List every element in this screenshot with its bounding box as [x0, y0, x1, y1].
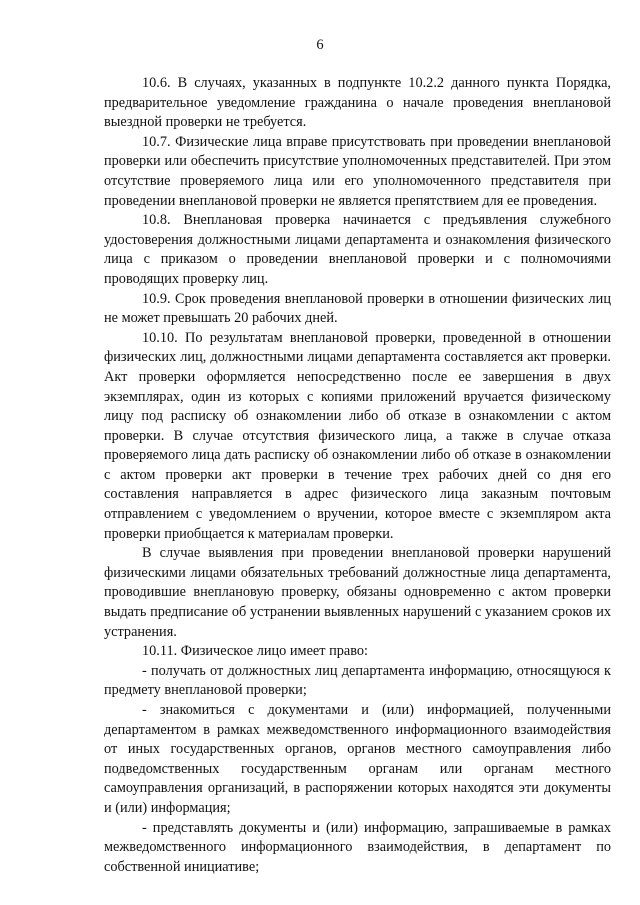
list-item-submit-documents: - представлять документы и (или) информацию, запрашиваемые в рамках межведомственного информационного взаимодействия, в департамент по собственной инициативе;	[104, 819, 611, 875]
paragraph-10-8: 10.8. Внеплановая проверка начинается с предъявления служебного удостоверения должностными лицами департамента и ознакомления физического лица с приказом о проведении внеплановой проверки и с полномочиями проводящих проверку лиц.	[104, 212, 611, 287]
paragraph-violations: В случае выявления при проведении внеплановой проверки нарушений физическими лицами обязательных требований должностные лица департамента, проводившие внеплановую проверку, обязаны одновременно с актом проверки выдать предписание об устранении выявленных нарушений с указанием сроков их устранения.	[104, 545, 611, 640]
document-body	[104, 74, 611, 877]
paragraph-10-9: 10.9. Срок проведения внеплановой проверки в отношении физических лиц не может превышать 20 рабочих дней.	[104, 290, 611, 327]
paragraph-10-11: 10.11. Физическое лицо имеет право:	[142, 643, 369, 660]
paragraph-10-10: 10.10. По результатам внеплановой проверки, проведенной в отношении физических лиц, должностными лицами департамента составляется акт проверки. Акт проверки оформляется непосредственно после ее завершения в двух экземплярах, один из которых с копиями приложений вручается физическому лицу под расписку об ознакомлении либо об отказе в ознакомлении с актом проверки. В случае отсутствия физического лица, а также в случае отказа проверяемого лица дать расписку об ознакомлении либо об отказе в ознакомлении с актом проверки акт проверки в течение трех рабочих дней со дня его составления направляется в адрес физического лица заказным почтовым отправлением с уведомлением о вручении, которое вместе с экземпляром акта проверки приобщается к материалам проверки.	[104, 329, 611, 542]
paragraph-10-7: 10.7. Физические лица вправе присутствовать при проведении внеплановой проверки или обеспечить присутствие уполномоченных представителей. При этом отсутствие проверяемого лица или его уполномоченного представителя при проведении внеплановой проверки не является препятствием для ее проведения.	[104, 133, 611, 209]
paragraph-10-6: 10.6. В случаях, указанных в подпункте 10.2.2 данного пункта Порядка, предварительное уведомление гражданина о начале проведения внеплановой выездной проверки не требуется.	[104, 75, 611, 131]
page-number: 6	[316, 37, 324, 53]
list-item-receive-info: - получать от должностных лиц департамента информацию, относящуюся к предмету внеплановой проверки;	[104, 662, 611, 699]
list-item-review-documents: - знакомиться с документами и (или) информацией, полученными департаментом в рамках межведомственного информационного взаимодействия от иных государственных органов, органов местного самоуправления либо подведомственных государственным органам или органам местного самоуправления организаций, в распоряжении которых находятся эти документы и (или) информация;	[104, 702, 611, 816]
